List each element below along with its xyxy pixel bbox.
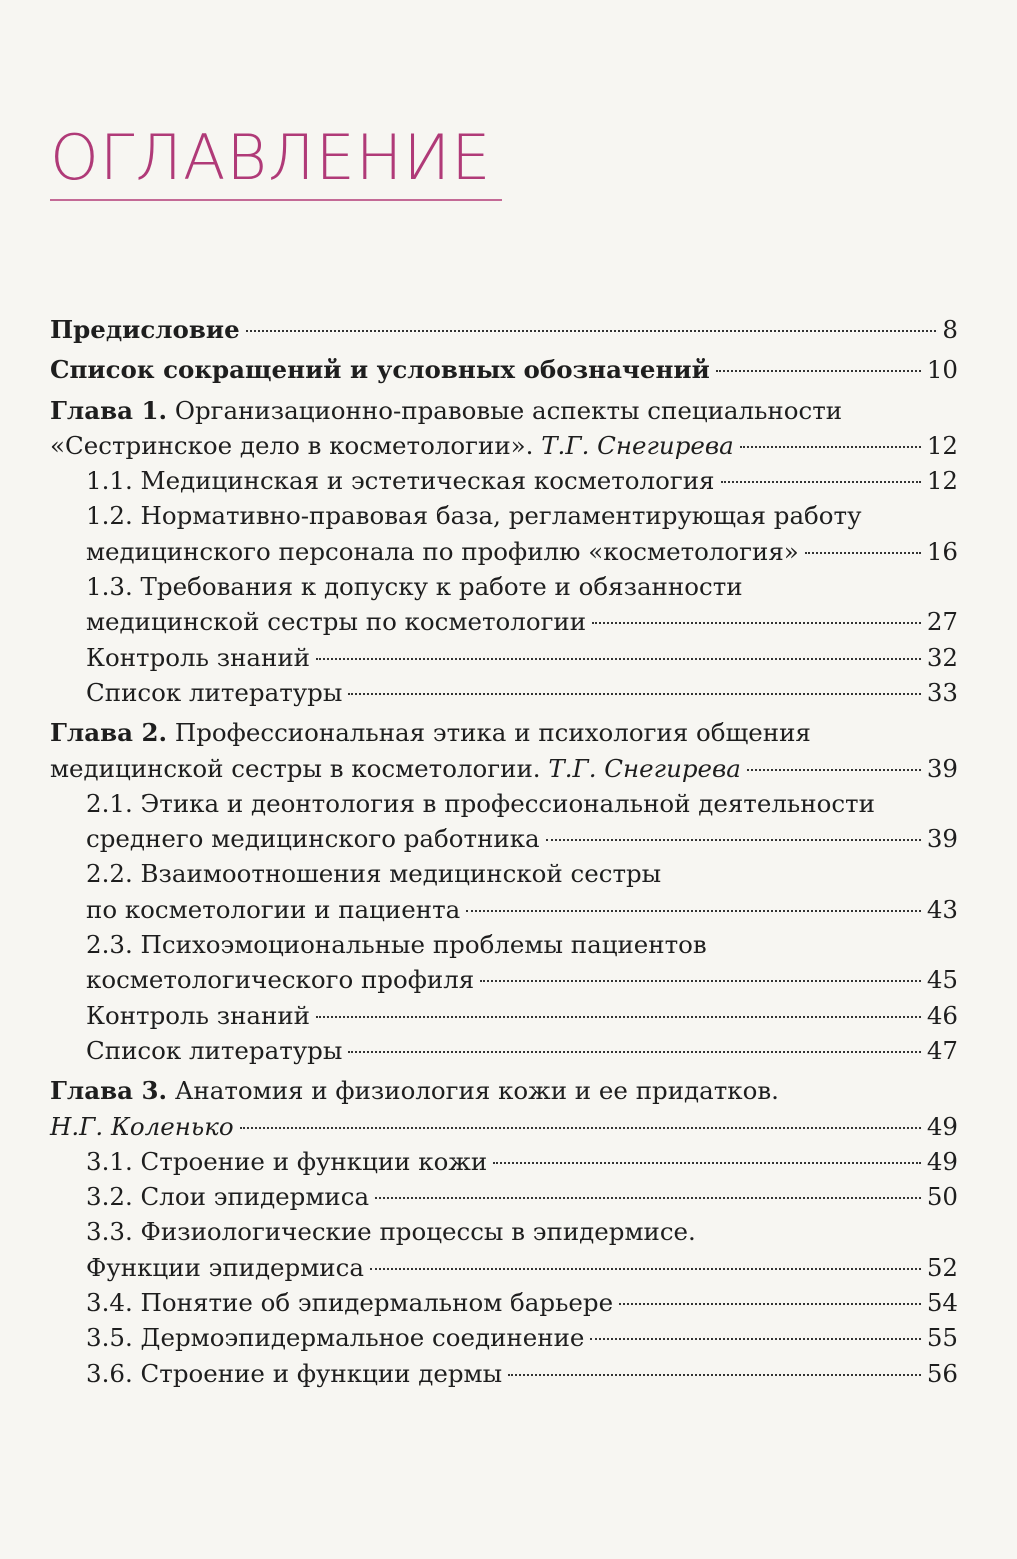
leader-dots <box>590 1338 920 1340</box>
page-number: 8 <box>942 315 958 344</box>
leader-dots <box>348 1051 920 1053</box>
toc-section-3-1[interactable]: 3.1. Строение и функции кожи 49 <box>50 1144 958 1179</box>
toc-chapter-1[interactable]: «Сестринское дело в косметологии». Т.Г. Снегирева 12 <box>50 428 958 463</box>
page-number: 49 <box>926 1111 958 1141</box>
toc-section-2-3-line1[interactable]: 2.3. Психоэмоциональные проблемы пациентов <box>86 930 707 960</box>
toc-chapter-1-heading[interactable]: Глава 1. Организационно-правовые аспекты специальности <box>50 395 843 425</box>
table-of-contents <box>50 312 958 1391</box>
leader-dots <box>619 1303 921 1305</box>
page-number: 52 <box>926 1252 958 1282</box>
author: Т.Г. Снегирева <box>548 753 741 783</box>
page-number: 54 <box>926 1288 958 1318</box>
leader-dots <box>480 980 921 982</box>
page-number: 43 <box>926 894 958 924</box>
page-number: 55 <box>926 1323 958 1353</box>
leader-dots <box>747 769 921 771</box>
page-number: 39 <box>926 753 958 783</box>
page-number: 56 <box>926 1358 958 1388</box>
toc-section-2-2[interactable]: по косметологии и пациента 43 <box>50 892 958 927</box>
chapter-number: Глава 1. <box>50 395 168 425</box>
chapter-number: Глава 2. <box>50 718 168 748</box>
leader-dots <box>740 446 921 448</box>
leader-dots <box>721 481 921 483</box>
leader-dots <box>805 552 921 554</box>
toc-section-2-2-line1[interactable]: 2.2. Взаимоотношения медицинской сестры <box>86 859 662 889</box>
leader-dots <box>493 1162 921 1164</box>
leader-dots <box>240 1127 921 1129</box>
toc-section-1-3-line1[interactable]: 1.3. Требования к допуску к работе и обязанности <box>86 572 743 602</box>
toc-section-3-3-line1[interactable]: 3.3. Физиологические процессы в эпидермисе. <box>86 1217 696 1247</box>
leader-dots <box>348 693 920 695</box>
leader-dots <box>716 370 921 372</box>
page-number: 16 <box>926 536 958 566</box>
page-number: 12 <box>926 466 958 496</box>
leader-dots <box>546 839 921 841</box>
toc-ch2-knowledge-check[interactable]: Контроль знаний 46 <box>50 998 958 1033</box>
author: Н.Г. Коленько <box>50 1111 234 1141</box>
leader-dots <box>370 1268 921 1270</box>
toc-section-3-6[interactable]: 3.6. Строение и функции дермы 56 <box>50 1356 958 1391</box>
toc-chapter-2-heading[interactable]: Глава 2. Профессиональная этика и психология общения <box>50 718 811 748</box>
leader-dots <box>466 910 921 912</box>
toc-chapter-2[interactable]: медицинской сестры в косметологии. Т.Г. Снегирева 39 <box>50 751 958 786</box>
toc-section-2-1-line1[interactable]: 2.1. Этика и деонтология в профессиональной деятельности <box>86 788 875 818</box>
leader-dots <box>316 1016 921 1018</box>
page-number: 46 <box>926 1000 958 1030</box>
toc-section-1-3[interactable]: медицинской сестры по косметологии 27 <box>50 604 958 639</box>
toc-entry-abbreviations[interactable]: Список сокращений и условных обозначений 10 <box>50 352 958 387</box>
toc-section-3-5[interactable]: 3.5. Дермоэпидермальное соединение 55 <box>50 1320 958 1355</box>
toc-section-2-1[interactable]: среднего медицинского работника 39 <box>50 821 958 856</box>
page-number: 32 <box>926 642 958 672</box>
author: Т.Г. Снегирева <box>541 430 734 460</box>
page-number: 50 <box>926 1182 958 1212</box>
toc-ch1-references[interactable]: Список литературы 33 <box>50 675 958 710</box>
toc-ch2-references[interactable]: Список литературы 47 <box>50 1033 958 1068</box>
toc-chapter-3[interactable] <box>50 1109 958 1144</box>
toc-section-1-2[interactable]: медицинского персонала по профилю «косметология» 16 <box>50 534 958 569</box>
toc-section-1-1[interactable]: 1.1. Медицинская и эстетическая косметология 12 <box>50 463 958 498</box>
page-number: 47 <box>926 1035 958 1065</box>
leader-dots <box>316 658 921 660</box>
page-number: 12 <box>926 430 958 460</box>
page-number: 49 <box>926 1146 958 1176</box>
toc-section-3-2[interactable]: 3.2. Слои эпидермиса 50 <box>50 1179 958 1214</box>
leader-dots <box>508 1374 921 1376</box>
leader-dots <box>246 330 937 332</box>
toc-section-2-3[interactable]: косметологического профиля 45 <box>50 962 958 997</box>
toc-section-3-4[interactable]: 3.4. Понятие об эпидермальном барьере 54 <box>50 1285 958 1320</box>
chapter-number: Глава 3. <box>50 1076 168 1106</box>
toc-ch1-knowledge-check[interactable]: Контроль знаний 32 <box>50 640 958 675</box>
leader-dots <box>375 1197 921 1199</box>
toc-entry-preface[interactable]: Предисловие 8 <box>50 312 958 347</box>
page-number: 39 <box>926 824 958 854</box>
toc-section-1-2-line1[interactable]: 1.2. Нормативно-правовая база, регламентирующая работу <box>86 501 862 531</box>
page-number: 27 <box>926 607 958 637</box>
leader-dots <box>592 622 921 624</box>
page-number: 10 <box>926 355 958 385</box>
toc-chapter-3-heading[interactable]: Глава 3. Анатомия и физиология кожи и ее придатков. <box>50 1076 779 1106</box>
title-underline <box>50 199 502 201</box>
page-number: 33 <box>926 677 958 707</box>
page-title: ОГЛАВЛЕНИЕ <box>50 121 492 194</box>
page-number: 45 <box>926 965 958 995</box>
toc-section-3-3[interactable]: Функции эпидермиса 52 <box>50 1250 958 1285</box>
